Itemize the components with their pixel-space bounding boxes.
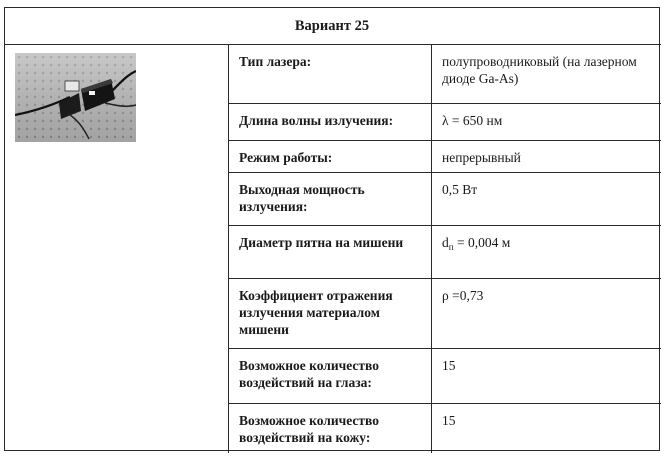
param-value: 15 [432, 349, 661, 404]
table-row [229, 104, 661, 141]
param-label: Выходная мощность излучения: [229, 173, 432, 226]
table-row [229, 173, 661, 226]
param-value: полупроводниковый (на лазерном диоде Ga-As) [432, 45, 661, 104]
param-label: Режим работы: [229, 141, 432, 173]
table-row [229, 404, 661, 453]
param-label: Возможное количество воздействий на глаза: [229, 349, 432, 404]
param-value: 15 [432, 404, 661, 453]
param-label: Тип лазера: [229, 45, 432, 104]
param-label: Коэффициент отражения излучения материалом мишени [229, 279, 432, 349]
table-row [229, 45, 661, 104]
variant-table [4, 7, 660, 451]
spot-diameter-subscript: п [448, 242, 454, 252]
param-value: λ = 650 нм [432, 104, 661, 141]
photo-cell [5, 45, 229, 450]
variant-title: Вариант 25 [5, 8, 659, 45]
param-value [432, 226, 661, 279]
param-value: ρ =0,73 [432, 279, 661, 349]
spot-diameter-value: = 0,004 м [453, 235, 511, 250]
param-label: Возможное количество воздействий на кожу: [229, 404, 432, 453]
parameters-table [228, 44, 661, 453]
table-row [229, 226, 661, 279]
param-label: Диаметр пятна на мишени [229, 226, 432, 279]
table-row [229, 349, 661, 404]
laser-device-photo [15, 53, 136, 142]
param-label: Длина волны излучения: [229, 104, 432, 141]
param-value: непрерывный [432, 141, 661, 173]
spot-diameter-symbol: d [442, 235, 449, 250]
table-row [229, 141, 661, 173]
param-value: 0,5 Вт [432, 173, 661, 226]
table-row [229, 279, 661, 349]
